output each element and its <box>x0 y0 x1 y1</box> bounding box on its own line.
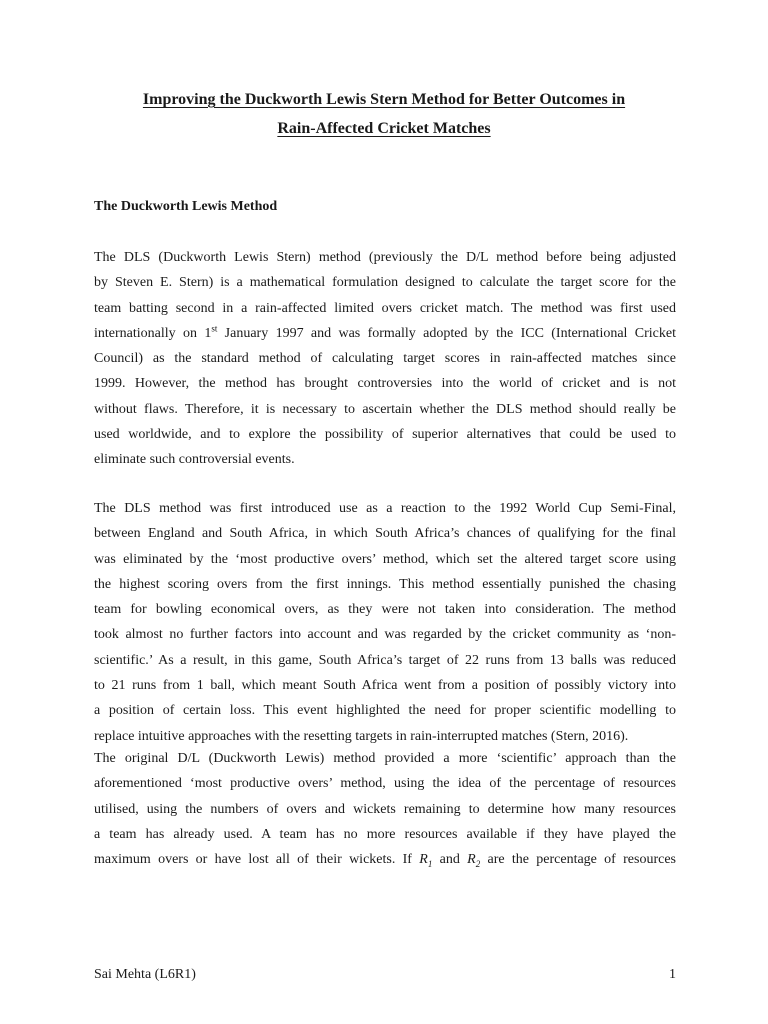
section-heading: The Duckworth Lewis Method <box>94 199 278 214</box>
paragraph-2-line: was eliminated by the ‘most productive overs’ method, which set the altered target score using <box>94 551 676 567</box>
paragraph-1-line: Council) as the standard method of calculating target scores in rain-affected matches since <box>94 351 676 367</box>
paragraph-2-line: replace intuitive approaches with the resetting targets in rain-interrupted matches (Stern, 2016). <box>94 728 629 744</box>
paragraph-2-line: the highest scoring overs from the first innings. This method essentially punished the chasing <box>94 576 676 592</box>
paragraph-1-line <box>94 321 676 346</box>
resources-text-continued: are the percentage of resources <box>480 852 676 868</box>
paragraph-2 <box>94 496 676 749</box>
ordinal-superscript: st <box>211 323 218 334</box>
date-text-continued: January 1997 and was formally adopted by the ICC (International Cricket <box>217 325 676 341</box>
math-symbol-r: R <box>419 852 428 868</box>
math-subscript-1: 1 <box>427 858 433 869</box>
document-title-line-2: Rain-Affected Cricket Matches <box>277 120 491 137</box>
paragraph-3-line: utilised, using the numbers of overs and wickets remaining to determine how many resources <box>94 801 676 817</box>
paragraph-1-line: used worldwide, and to explore the possibility of superior alternatives that could be used to <box>94 427 676 443</box>
document-title-line-1: Improving the Duckworth Lewis Stern Method for Better Outcomes in <box>142 91 626 108</box>
paragraph-2-line: between England and South Africa, in which South Africa’s chances of qualifying for the final <box>94 526 676 542</box>
paragraph-3-line: a team has already used. A team has no more resources available if they have played the <box>94 826 676 842</box>
paragraph-3 <box>94 746 676 872</box>
math-subscript-2: 2 <box>475 858 481 869</box>
paragraph-1-line: The DLS (Duckworth Lewis Stern) method (previously the D/L method before being adjusted <box>94 250 676 265</box>
paragraph-2-line: The DLS method was first introduced use as a reaction to the 1992 World Cup Semi-Final, <box>94 501 676 516</box>
paragraph-1-line: 1999. However, the method has brought controversies into the world of cricket and is not <box>94 376 676 392</box>
paragraph-2-line: scientific.’ As a result, in this game, South Africa’s target of 22 runs from 13 balls was reduced <box>94 652 676 668</box>
footer-author: Sai Mehta (L6R1) <box>94 967 196 982</box>
resources-text-and: and <box>432 852 468 868</box>
paragraph-3-line: aforementioned ‘most productive overs’ method, using the idea of the percentage of resources <box>94 776 676 792</box>
paragraph-3-line <box>94 847 676 872</box>
math-variable-r1 <box>419 852 432 867</box>
paragraph-2-line: took almost no further factors into account and was regarded by the cricket community as ‘non- <box>94 627 676 643</box>
paragraph-3-line: The original D/L (Duckworth Lewis) method provided a more ‘scientific’ approach than the <box>94 751 676 766</box>
date-text: internationally on 1 <box>94 325 212 341</box>
footer-page-number: 1 <box>669 967 676 982</box>
resources-text: maximum overs or have lost all of their wickets. If <box>94 852 420 868</box>
math-variable-r2 <box>467 852 480 867</box>
paragraph-1-line: team batting second in a rain-affected limited overs cricket match. The method was first used <box>94 300 676 316</box>
paragraph-1-line: without flaws. Therefore, it is necessary to ascertain whether the DLS method should really be <box>94 401 676 417</box>
paragraph-1 <box>94 245 676 473</box>
paragraph-2-line: a position of certain loss. This event highlighted the need for proper scientific modelling to <box>94 703 676 719</box>
paragraph-1-line: by Steven E. Stern) is a mathematical formulation designed to calculate the target score for the <box>94 275 676 291</box>
math-symbol-r: R <box>467 852 476 868</box>
paragraph-1-line: eliminate such controversial events. <box>94 452 295 468</box>
paragraph-2-line: team for bowling economical overs, as they were not taken into consideration. The method <box>94 602 676 618</box>
paragraph-2-line: to 21 runs from 1 ball, which meant South Africa went from a position of possibly victory into <box>94 678 676 694</box>
